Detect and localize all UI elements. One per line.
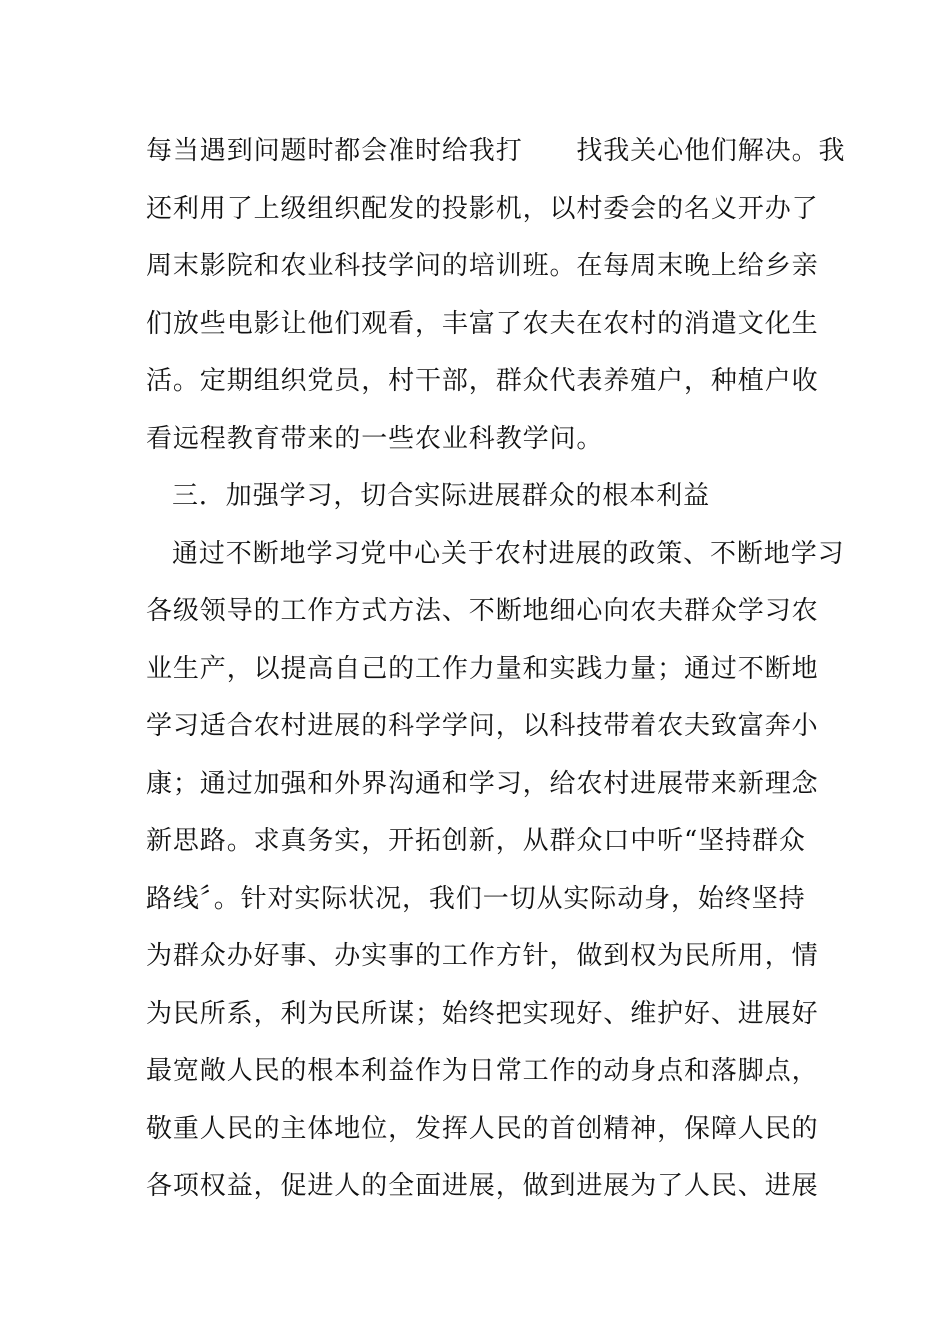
text-line: 康；通过加强和外界沟通和学习，给农村进展带来新理念 xyxy=(146,769,819,799)
text-line: 敬重人民的主体地位，发挥人民的首创精神，保障人民的 xyxy=(146,1114,819,1144)
text-line: 最宽敞人民的根本利益作为日常工作的动身点和落脚点， xyxy=(146,1056,819,1086)
text-line: 们放些电影让他们观看，丰富了农夫在农村的消遣文化生 xyxy=(146,309,819,339)
text-line: 路线〞。针对实际状况，我们一切从实际动身，始终坚持 xyxy=(146,884,806,914)
section-heading: 三．加强学习，切合实际进展群众的根本利益 xyxy=(172,481,711,511)
text-line: 通过不断地学习党中心关于农村进展的政策、不断地学习 xyxy=(172,539,845,569)
text-line: 各项权益，促进人的全面进展，做到进展为了人民、进展 xyxy=(146,1171,819,1201)
text-line: 看远程教育带来的一些农业科教学问。 xyxy=(146,424,604,454)
text-line: 新思路。求真务实，开拓创新，从群众口中听“坚持群众 xyxy=(146,826,806,856)
text-line: 学习适合农村进展的科学学问，以科技带着农夫致富奔小 xyxy=(146,711,819,741)
text-line: 各级领导的工作方式方法、不断地细心向农夫群众学习农 xyxy=(146,596,819,626)
text-line: 活。定期组织党员，村干部，群众代表养殖户，种植户收 xyxy=(146,366,819,396)
text-line: 为民所系，利为民所谋；始终把实现好、维护好、进展好 xyxy=(146,999,819,1029)
text-line: 还利用了上级组织配发的投影机，以村委会的名义开办了 xyxy=(146,194,819,224)
text-line: 每当遇到问题时都会准时给我打 找我关心他们解决。我 xyxy=(146,136,846,166)
text-line: 周末影院和农业科技学问的培训班。在每周末晚上给乡亲 xyxy=(146,251,819,281)
text-line: 业生产，以提高自己的工作力量和实践力量；通过不断地 xyxy=(146,654,819,684)
text-line: 为群众办好事、办实事的工作方针，做到权为民所用，情 xyxy=(146,941,819,971)
